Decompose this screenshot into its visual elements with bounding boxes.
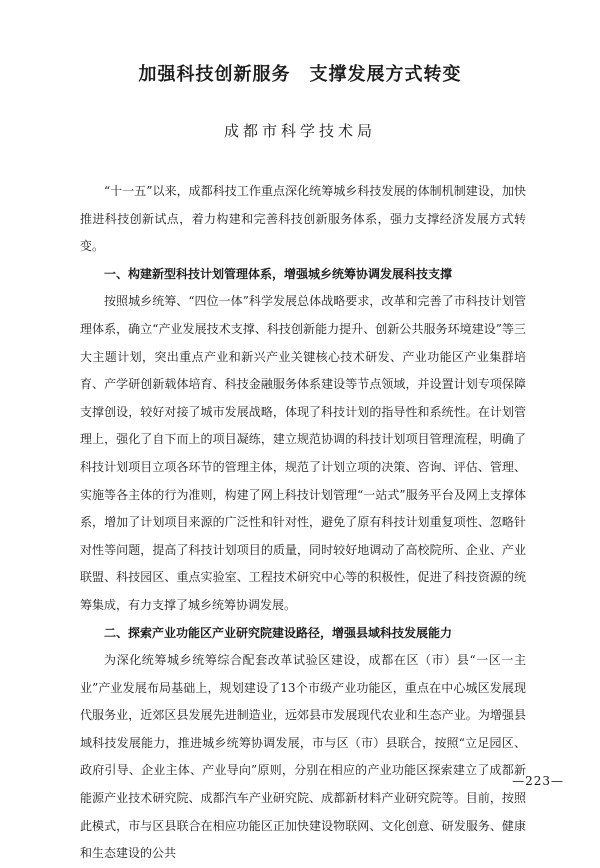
section-paragraph-1: 按照城乡统筹、“四位一体”科学发展总体战略要求，改革和完善了市科技计划管理体系，确立“产业发展技术支撑、科技创新能力提升、创新公共服务环境建设”等三大主题计划，突出重点产业和新兴产业关键核心技术研发、产业功能区产业集群培育、产学研创新载体培育、科技金融服务体系建设等节点领域，并设置计划专项保障支撑创设，较好对接了城市发展战略，体现了科技计划的指导性和系统性。在计划管理上，强化了自下而上的项目凝练，建立规范协调的科技计划项目管理流程，明确了科技计划项目立项各环节的管理主体，规范了计划立项的决策、咨询、评估、管理、实施等各主体的行为准则，构建了网上科技计划管理“一站式”服务平台及网上支撑体系，增加了计划项目来源的广泛性和针对性，避免了原有科技计划重复项性、忽略针对性等问题，提高了科技计划项目的质量，同时较好地调动了高校院所、企业、产业联盟、科技园区、重点实验室、工程技术研究中心等的积极性，促进了科技资源的统筹集成，有力支撑了城乡统筹协调发展。: [80, 294, 526, 612]
page-title: 加强科技创新服务 支撑发展方式转变: [138, 64, 462, 85]
page-number: —223—: [512, 774, 564, 788]
section-heading-2: 二、探索产业功能区产业研究院建设路径，增强县域科技发展能力: [104, 625, 453, 640]
intro-paragraph: “十一五”以来，成都科技工作重点深化统筹城乡科技发展的体制机制建设，加快推进科技创新试点，着力构建和完善科技创新服务体系，强力支撑经济发展方式转变。: [80, 184, 526, 254]
author-line: 成都市科学技术局: [223, 122, 376, 140]
section-paragraph-2: 为深化统筹城乡统筹综合配套改革试验区建设，成都在区（市）县“一区一主业”产业发展布局基础上，规划建设了13个市级产业功能区，重点在中心城区发展现代服务业，近郊区县发展先进制造业，远郊县市发展现代农业和生态产业。为增强县域科技发展能力，推进城乡统筹协调发展，市与区（市）县联合，按照“立足园区、政府引导、企业主体、产业导向”原则，分别在相应的产业功能区探索建立了成都新能源产业技术研究院、成都汽车产业研究院、成都新材料产业研究院等。目前，按照此模式，市与区县联合在相应功能区正加快建设物联网、文化创意、研发服务、健康和生态建设的公共: [80, 653, 526, 861]
article-body: [80, 178, 526, 868]
section-heading-1: 一、构建新型科技计划管理体系，增强城乡统筹协调发展科技支撑: [104, 266, 453, 281]
